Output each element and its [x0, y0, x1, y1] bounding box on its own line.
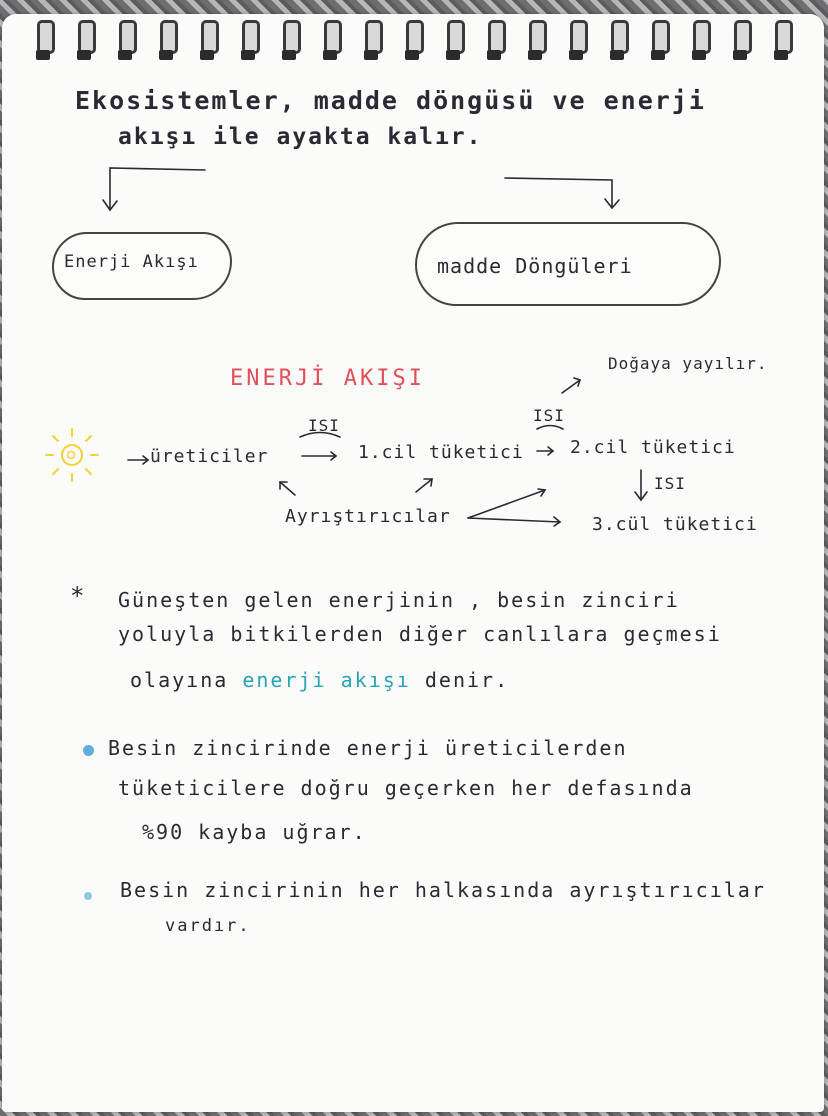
decomposers-label: Ayrıştırıcılar	[285, 506, 451, 527]
spread-arrow	[562, 380, 580, 393]
intro-line-1: Ekosistemler, madde döngüsü ve enerji	[75, 86, 706, 115]
arc-heat-2	[537, 426, 563, 430]
bullet-1-line-2: tüketicilere doğru geçerken her defasında	[118, 776, 694, 800]
arrow-dec-c1	[416, 479, 432, 492]
diagram-heading: ENERJİ AKIŞI	[230, 366, 425, 391]
sun-icon	[46, 429, 98, 481]
branch-arrow-right	[505, 178, 612, 208]
star-note-before: olayına	[130, 668, 229, 692]
consumer-3-label: 3.cül tüketici	[592, 514, 758, 535]
arrow-dec-producers	[280, 482, 295, 495]
heat-label-1: ISI	[308, 416, 340, 435]
arrow-dec-c2	[468, 490, 545, 518]
energy-flow-term: enerji akışı	[242, 668, 411, 692]
consumer-1-label: 1.cil tüketici	[358, 442, 524, 463]
bullet-1-line-1: Besin zincirinde enerji üreticilerden	[108, 736, 628, 760]
heat-label-2: ISI	[533, 406, 565, 425]
star-note-line-1: Güneşten gelen enerjinin , besin zinciri	[118, 588, 680, 612]
bullet-2-line-2: vardır.	[165, 916, 251, 936]
bullet-icon	[84, 892, 92, 900]
star-note-line-2: yoluyla bitkilerden diğer canlılara geçmesi	[118, 622, 722, 646]
bullet-2-line-1: Besin zincirinin her halkasında ayrıştırıcılar	[120, 878, 766, 902]
bullet-1-line-3: %90 kayba uğrar.	[142, 820, 367, 844]
branch-arrow-left	[110, 168, 205, 210]
producers-label: üreticiler	[150, 446, 269, 467]
matter-cycles-label: madde Döngüleri	[437, 254, 633, 278]
intro-line-2: akışı ile ayakta kalır.	[118, 124, 483, 150]
bullet-icon	[83, 745, 94, 756]
spread-note: Doğaya yayılır.	[608, 354, 768, 373]
heat-label-3: ISI	[654, 474, 686, 493]
star-icon: *	[70, 582, 87, 610]
consumer-2-label: 2.cil tüketici	[570, 437, 736, 458]
star-note-line-3	[130, 668, 509, 692]
arrow-dec-c3	[468, 518, 560, 522]
star-note-after: denir.	[424, 668, 510, 692]
energy-flow-label: Enerji Akışı	[64, 252, 199, 272]
